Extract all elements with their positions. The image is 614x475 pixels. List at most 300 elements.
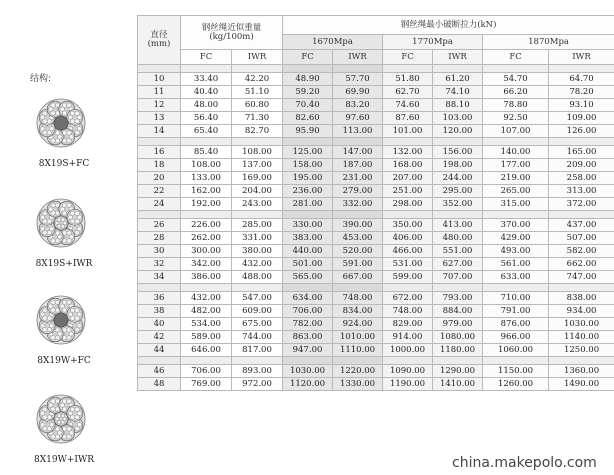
cell-1670-iwr: 591.00 xyxy=(333,258,383,271)
rope-structure-sidebar xyxy=(0,0,136,475)
wire xyxy=(49,207,53,211)
wire xyxy=(67,239,71,243)
wire xyxy=(43,407,47,411)
wire xyxy=(68,115,72,119)
header-fc: FC xyxy=(483,50,549,65)
cell-1870-iwr: 747.00 xyxy=(549,271,614,284)
header-iwr: IWR xyxy=(333,50,383,65)
cell-weight-iwr: 609.00 xyxy=(232,305,283,318)
wire xyxy=(51,103,55,107)
group-separator xyxy=(138,138,614,146)
core-wire xyxy=(61,414,65,418)
cell-1870-fc: 177.00 xyxy=(483,159,549,172)
cell-1670-fc: 1030.00 xyxy=(283,365,333,378)
cell-1870-iwr: 437.00 xyxy=(549,219,614,232)
cell-weight-fc: 589.00 xyxy=(181,331,232,344)
cell-weight-fc: 386.00 xyxy=(181,271,232,284)
cell-1770-iwr: 352.00 xyxy=(433,198,483,211)
separator-cell xyxy=(181,65,232,73)
cell-1870-iwr: 209.00 xyxy=(549,159,614,172)
cell-1670-fc: 330.00 xyxy=(283,219,333,232)
table-row xyxy=(138,86,614,99)
separator-cell xyxy=(383,284,433,292)
table-row xyxy=(138,318,614,331)
cell-1670-fc: 195.00 xyxy=(283,172,333,185)
cell-1670-iwr: 924.00 xyxy=(333,318,383,331)
separator-cell xyxy=(383,138,433,146)
cell-1870-fc: 493.00 xyxy=(483,245,549,258)
cell-1770-fc: 132.00 xyxy=(383,146,433,159)
fiber-core xyxy=(54,313,68,327)
cell-1870-fc: 1260.00 xyxy=(483,378,549,391)
separator-cell xyxy=(483,357,549,365)
cell-1670-fc: 59.20 xyxy=(283,86,333,99)
wire xyxy=(69,332,73,336)
separator-cell xyxy=(433,65,483,73)
cell-1670-iwr: 57.70 xyxy=(333,73,383,86)
wire xyxy=(51,203,55,207)
wire xyxy=(47,119,51,123)
wire xyxy=(51,407,55,411)
cell-1670-iwr: 1330.00 xyxy=(333,378,383,391)
wire xyxy=(40,215,44,219)
cell-1670-fc: 48.90 xyxy=(283,73,333,86)
wire xyxy=(77,127,81,131)
cell-1870-iwr: 1490.00 xyxy=(549,378,614,391)
cell-1670-fc: 565.00 xyxy=(283,271,333,284)
cell-1670-fc: 706.00 xyxy=(283,305,333,318)
wire xyxy=(70,119,74,123)
cell-1870-iwr: 258.00 xyxy=(549,172,614,185)
header-diameter-line: (mm) xyxy=(147,39,171,49)
cell-weight-iwr: 169.00 xyxy=(232,172,283,185)
separator-cell xyxy=(433,357,483,365)
cell-1670-fc: 70.40 xyxy=(283,99,333,112)
wire xyxy=(51,211,55,215)
separator-cell xyxy=(181,211,232,219)
cell-diameter: 18 xyxy=(138,159,181,172)
wire xyxy=(58,332,62,336)
separator-cell xyxy=(232,65,283,73)
cell-1870-fc: 370.00 xyxy=(483,219,549,232)
wire xyxy=(70,219,74,223)
wire xyxy=(55,435,59,439)
wire xyxy=(69,135,73,139)
table-row xyxy=(138,198,614,211)
wire xyxy=(55,328,59,332)
wire xyxy=(75,130,79,134)
wire xyxy=(49,127,53,131)
table-row xyxy=(138,112,614,125)
header-breaking-force: 钢丝绳最小破断拉力(kN) xyxy=(283,16,614,35)
cell-1670-fc: 82.60 xyxy=(283,112,333,125)
table-row xyxy=(138,331,614,344)
cell-1770-fc: 531.00 xyxy=(383,258,433,271)
separator-cell xyxy=(549,138,614,146)
wire xyxy=(51,239,55,243)
rope-cross-section-icon xyxy=(36,198,86,248)
separator-cell xyxy=(383,65,433,73)
cell-weight-fc: 192.00 xyxy=(181,198,232,211)
wire xyxy=(62,211,66,215)
cell-diameter: 44 xyxy=(138,344,181,357)
cell-1770-fc: 1000.00 xyxy=(383,344,433,357)
wire xyxy=(51,300,55,304)
wire xyxy=(70,407,74,411)
cell-1770-fc: 207.00 xyxy=(383,172,433,185)
wire xyxy=(75,211,79,215)
cell-1670-iwr: 520.00 xyxy=(333,245,383,258)
cell-1670-iwr: 1010.00 xyxy=(333,331,383,344)
wire xyxy=(43,219,47,223)
cell-diameter: 36 xyxy=(138,292,181,305)
separator-cell xyxy=(283,65,333,73)
core-wire xyxy=(57,224,61,228)
cell-1870-iwr: 165.00 xyxy=(549,146,614,159)
cell-1670-iwr: 279.00 xyxy=(333,185,383,198)
rope-section-graphic xyxy=(36,295,86,345)
table-row xyxy=(138,185,614,198)
cell-1670-fc: 281.00 xyxy=(283,198,333,211)
wire xyxy=(70,308,74,312)
wire xyxy=(70,111,74,115)
cell-1870-fc: 876.00 xyxy=(483,318,549,331)
cell-weight-iwr: 204.00 xyxy=(232,185,283,198)
wire xyxy=(67,300,71,304)
cell-weight-fc: 432.00 xyxy=(181,292,232,305)
cell-1770-iwr: 413.00 xyxy=(433,219,483,232)
wire xyxy=(62,103,66,107)
wire xyxy=(40,324,44,328)
cell-1770-fc: 748.00 xyxy=(383,305,433,318)
cell-1770-iwr: 156.00 xyxy=(433,146,483,159)
cell-1670-fc: 383.00 xyxy=(283,232,333,245)
separator-cell xyxy=(549,211,614,219)
wire xyxy=(75,119,79,123)
wire xyxy=(67,399,71,403)
rope-type-label: 8X19S+IWR xyxy=(35,259,93,269)
cell-weight-fc: 65.40 xyxy=(181,125,232,138)
wire xyxy=(51,336,55,340)
cell-weight-fc: 56.40 xyxy=(181,112,232,125)
header-iwr: IWR xyxy=(549,50,614,65)
wire xyxy=(49,107,53,111)
cell-diameter: 14 xyxy=(138,125,181,138)
wire xyxy=(67,336,71,340)
cell-1770-fc: 466.00 xyxy=(383,245,433,258)
rope-type-label: 8X19W+FC xyxy=(37,356,91,366)
cell-1770-fc: 829.00 xyxy=(383,318,433,331)
wire xyxy=(75,415,79,419)
wire xyxy=(75,230,79,234)
wire xyxy=(55,131,59,135)
wire xyxy=(75,111,79,115)
cell-weight-iwr: 972.00 xyxy=(232,378,283,391)
cell-diameter: 42 xyxy=(138,331,181,344)
wire xyxy=(40,127,44,131)
cell-1670-iwr: 1220.00 xyxy=(333,365,383,378)
wire xyxy=(75,219,79,223)
cell-weight-fc: 133.00 xyxy=(181,172,232,185)
separator-cell xyxy=(333,357,383,365)
header-iwr: IWR xyxy=(433,50,483,65)
cell-1770-fc: 168.00 xyxy=(383,159,433,172)
cell-weight-iwr: 137.00 xyxy=(232,159,283,172)
cell-1670-iwr: 453.00 xyxy=(333,232,383,245)
separator-cell xyxy=(232,357,283,365)
cell-1670-iwr: 69.90 xyxy=(333,86,383,99)
wire xyxy=(55,336,59,340)
wire xyxy=(67,328,71,332)
wire xyxy=(62,203,66,207)
rope-section-graphic xyxy=(36,198,86,248)
cell-weight-fc: 534.00 xyxy=(181,318,232,331)
cell-1870-fc: 66.20 xyxy=(483,86,549,99)
table-row xyxy=(138,378,614,391)
separator-cell xyxy=(483,284,549,292)
cell-1770-iwr: 627.00 xyxy=(433,258,483,271)
cell-weight-fc: 226.00 xyxy=(181,219,232,232)
cell-weight-fc: 40.40 xyxy=(181,86,232,99)
core-wire xyxy=(55,221,59,225)
wire xyxy=(75,316,79,320)
wire xyxy=(58,431,62,435)
separator-cell xyxy=(138,138,181,146)
rope-cross-section-icon xyxy=(36,394,86,444)
wire xyxy=(40,423,44,427)
cell-1870-iwr: 1030.00 xyxy=(549,318,614,331)
cell-1670-fc: 634.00 xyxy=(283,292,333,305)
cell-diameter: 32 xyxy=(138,258,181,271)
cell-diameter: 20 xyxy=(138,172,181,185)
wire xyxy=(67,139,71,143)
table-row xyxy=(138,292,614,305)
wire xyxy=(47,219,51,223)
cell-1870-fc: 92.50 xyxy=(483,112,549,125)
cell-1870-fc: 429.00 xyxy=(483,232,549,245)
header-diameter xyxy=(138,16,181,65)
cell-diameter: 30 xyxy=(138,245,181,258)
rope-spec-table-body xyxy=(138,65,614,391)
cell-weight-fc: 162.00 xyxy=(181,185,232,198)
separator-cell xyxy=(549,65,614,73)
wire xyxy=(70,211,74,215)
cell-diameter: 10 xyxy=(138,73,181,86)
cell-1770-iwr: 74.10 xyxy=(433,86,483,99)
cell-1870-fc: 265.00 xyxy=(483,185,549,198)
cell-1670-iwr: 231.00 xyxy=(333,172,383,185)
wire xyxy=(47,316,51,320)
separator-cell xyxy=(549,284,614,292)
header-grade-1870: 1870Mpa xyxy=(483,35,614,50)
cell-1870-iwr: 64.70 xyxy=(549,73,614,86)
core-wire xyxy=(63,221,67,225)
table-row xyxy=(138,365,614,378)
wire xyxy=(70,316,74,320)
cell-1870-fc: 710.00 xyxy=(483,292,549,305)
cell-diameter: 16 xyxy=(138,146,181,159)
cell-weight-fc: 48.00 xyxy=(181,99,232,112)
table-row xyxy=(138,271,614,284)
separator-cell xyxy=(483,211,549,219)
core-wire xyxy=(61,218,65,222)
cell-1870-fc: 791.00 xyxy=(483,305,549,318)
wire xyxy=(60,207,64,211)
cell-weight-iwr: 51.10 xyxy=(232,86,283,99)
cell-1770-iwr: 551.00 xyxy=(433,245,483,258)
cell-1870-fc: 1150.00 xyxy=(483,365,549,378)
cell-1670-iwr: 332.00 xyxy=(333,198,383,211)
cell-1770-fc: 914.00 xyxy=(383,331,433,344)
rope-spec-table xyxy=(137,15,614,391)
wire xyxy=(47,426,51,430)
separator-cell xyxy=(138,65,181,73)
header-grade-1670: 1670Mpa xyxy=(283,35,383,50)
header-weight-line: 钢丝绳近似重量 xyxy=(201,22,262,33)
wire xyxy=(67,427,71,431)
cell-1870-iwr: 662.00 xyxy=(549,258,614,271)
table-row xyxy=(138,258,614,271)
cell-diameter: 11 xyxy=(138,86,181,99)
separator-cell xyxy=(138,357,181,365)
cell-weight-fc: 300.00 xyxy=(181,245,232,258)
core-wire xyxy=(61,224,65,228)
core-wire xyxy=(63,417,67,421)
separator-cell xyxy=(383,211,433,219)
cell-1770-fc: 87.60 xyxy=(383,112,433,125)
rope-cross-section-icon xyxy=(36,98,86,148)
separator-cell xyxy=(433,138,483,146)
cell-weight-iwr: 243.00 xyxy=(232,198,283,211)
cell-weight-iwr: 744.00 xyxy=(232,331,283,344)
wire xyxy=(67,103,71,107)
cell-weight-fc: 769.00 xyxy=(181,378,232,391)
wire xyxy=(77,312,81,316)
cell-1770-fc: 350.00 xyxy=(383,219,433,232)
cell-1770-fc: 74.60 xyxy=(383,99,433,112)
cell-1770-fc: 298.00 xyxy=(383,198,433,211)
core-wire xyxy=(55,417,59,421)
separator-cell xyxy=(283,211,333,219)
wire xyxy=(67,203,71,207)
wire xyxy=(47,130,51,134)
cell-diameter: 28 xyxy=(138,232,181,245)
separator-cell xyxy=(283,284,333,292)
header-fc: FC xyxy=(181,50,232,65)
wire xyxy=(47,230,51,234)
separator-cell xyxy=(232,138,283,146)
cell-1670-iwr: 1110.00 xyxy=(333,344,383,357)
wire xyxy=(77,423,81,427)
cell-1670-fc: 863.00 xyxy=(283,331,333,344)
wire xyxy=(55,231,59,235)
cell-1870-iwr: 838.00 xyxy=(549,292,614,305)
rope-type-label: 8X19S+FC xyxy=(38,159,90,169)
cell-1870-iwr: 582.00 xyxy=(549,245,614,258)
cell-1770-iwr: 979.00 xyxy=(433,318,483,331)
wire xyxy=(43,111,47,115)
wire xyxy=(40,411,44,415)
wire xyxy=(51,435,55,439)
cell-1870-fc: 54.70 xyxy=(483,73,549,86)
separator-cell xyxy=(483,138,549,146)
wire xyxy=(49,403,53,407)
cell-1770-fc: 1190.00 xyxy=(383,378,433,391)
wire xyxy=(77,227,81,231)
cell-1870-iwr: 372.00 xyxy=(549,198,614,211)
cell-weight-iwr: 42.20 xyxy=(232,73,283,86)
wire xyxy=(49,423,53,427)
header-grade-1770: 1770Mpa xyxy=(383,35,483,50)
header-diameter-line: 直径 xyxy=(150,30,168,40)
wire xyxy=(55,427,59,431)
group-separator xyxy=(138,65,614,73)
wire xyxy=(60,304,64,308)
cell-1870-iwr: 1360.00 xyxy=(549,365,614,378)
header-fc: FC xyxy=(283,50,333,65)
cell-1870-iwr: 1250.00 xyxy=(549,344,614,357)
table-row xyxy=(138,344,614,357)
cell-diameter: 46 xyxy=(138,365,181,378)
wire xyxy=(67,231,71,235)
cell-weight-iwr: 285.00 xyxy=(232,219,283,232)
cell-weight-fc: 85.40 xyxy=(181,146,232,159)
cell-1670-iwr: 83.20 xyxy=(333,99,383,112)
cell-1870-iwr: 507.00 xyxy=(549,232,614,245)
cell-1770-iwr: 884.00 xyxy=(433,305,483,318)
group-separator xyxy=(138,357,614,365)
cell-1670-iwr: 187.00 xyxy=(333,159,383,172)
separator-cell xyxy=(181,138,232,146)
cell-1770-iwr: 61.20 xyxy=(433,73,483,86)
cell-1770-iwr: 480.00 xyxy=(433,232,483,245)
cell-1870-iwr: 109.00 xyxy=(549,112,614,125)
cell-1770-fc: 251.00 xyxy=(383,185,433,198)
cell-1670-fc: 236.00 xyxy=(283,185,333,198)
cell-1770-fc: 1090.00 xyxy=(383,365,433,378)
cell-diameter: 13 xyxy=(138,112,181,125)
cell-1770-iwr: 103.00 xyxy=(433,112,483,125)
separator-cell xyxy=(549,357,614,365)
table-row xyxy=(138,146,614,159)
wire xyxy=(69,431,73,435)
wire xyxy=(49,227,53,231)
cell-1670-iwr: 113.00 xyxy=(333,125,383,138)
table-row xyxy=(138,172,614,185)
header-iwr: IWR xyxy=(232,50,283,65)
cell-1670-fc: 125.00 xyxy=(283,146,333,159)
table-row xyxy=(138,73,614,86)
wire xyxy=(40,115,44,119)
cell-1770-iwr: 198.00 xyxy=(433,159,483,172)
wire xyxy=(62,308,66,312)
cell-weight-iwr: 432.00 xyxy=(232,258,283,271)
cell-weight-fc: 342.00 xyxy=(181,258,232,271)
cell-1670-iwr: 390.00 xyxy=(333,219,383,232)
wire xyxy=(43,119,47,123)
wire xyxy=(47,327,51,331)
header-weight-line: (kg/100m) xyxy=(209,31,254,42)
cell-weight-iwr: 82.70 xyxy=(232,125,283,138)
cell-1870-fc: 140.00 xyxy=(483,146,549,159)
cell-1770-iwr: 295.00 xyxy=(433,185,483,198)
header-weight xyxy=(181,16,283,50)
header-fc: FC xyxy=(383,50,433,65)
cell-diameter: 24 xyxy=(138,198,181,211)
cell-1670-iwr: 834.00 xyxy=(333,305,383,318)
group-separator xyxy=(138,284,614,292)
cell-weight-fc: 33.40 xyxy=(181,73,232,86)
